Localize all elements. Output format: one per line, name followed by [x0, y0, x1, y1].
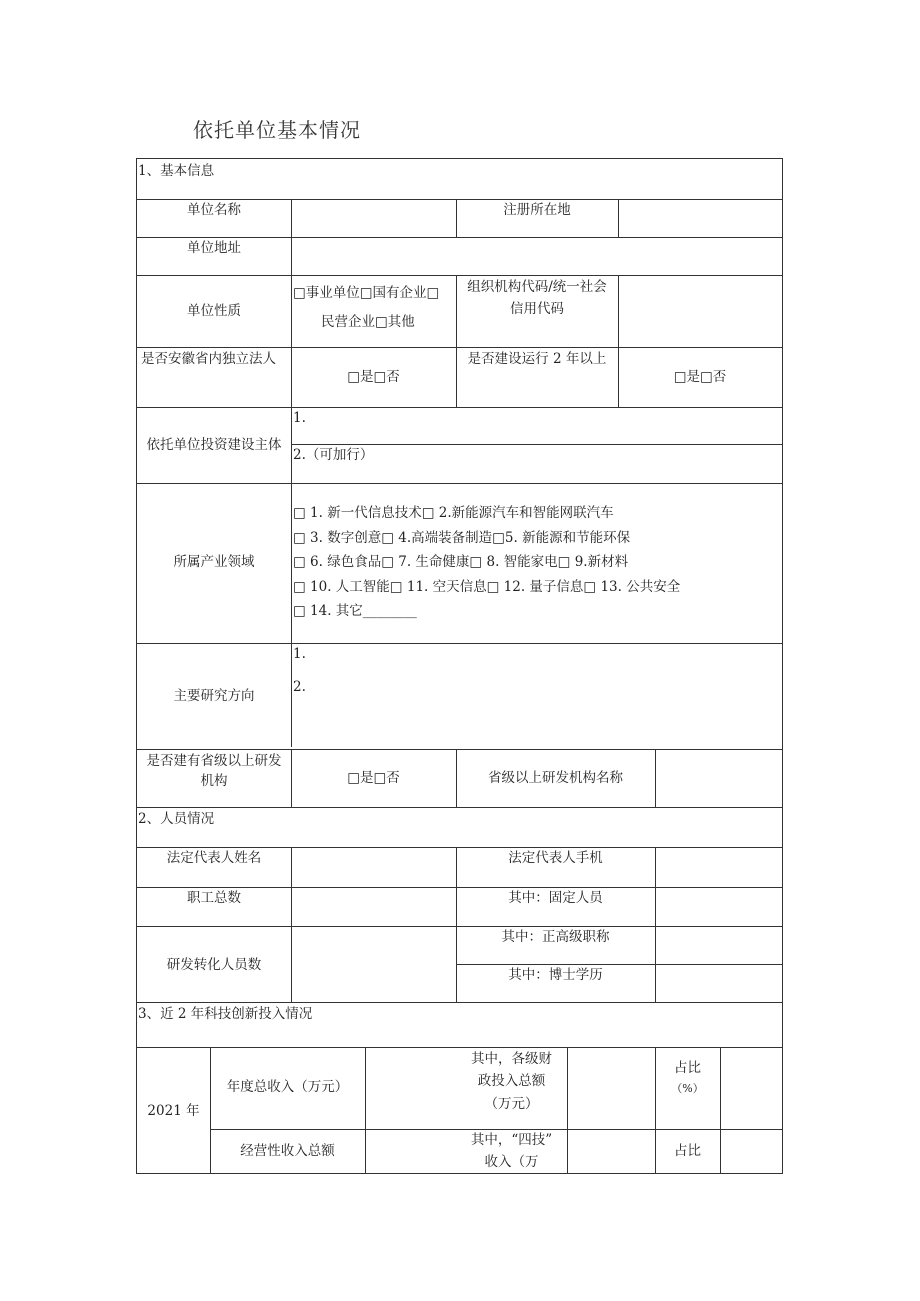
col-divider [720, 1047, 721, 1173]
col-divider [291, 199, 292, 747]
legal-rep-name-label: 法定代表人姓名 [166, 850, 262, 866]
four-tech-label: 其中，“四技” [470, 1132, 553, 1148]
fixed-staff-label: 其中：固定人员 [508, 890, 603, 906]
staff-total-label: 职工总数 [187, 890, 241, 906]
independent-legal-options[interactable]: □是□否 [347, 369, 400, 385]
row-divider [137, 275, 782, 276]
rd-org-name-label: 省级以上研发机构名称 [488, 770, 623, 786]
rd-org-options[interactable]: □是□否 [347, 770, 400, 786]
section1-heading: 1、基本信息 [138, 163, 215, 179]
operating-2y-options[interactable]: □是□否 [673, 369, 727, 385]
rd-staff-label: 研发转化人员数 [166, 957, 262, 973]
industry-option[interactable]: □ 3. 数字创意□ 4.高端装备制造□5. 新能源和节能环保 [293, 529, 631, 546]
rd-org-label: 是否建有省级以上研发 [146, 753, 282, 769]
col-divider [567, 1047, 568, 1173]
fiscal-label: 其中，各级财 [471, 1051, 552, 1067]
industry-label: 所属产业领域 [173, 554, 255, 570]
row-divider [137, 483, 782, 484]
row-divider [137, 807, 782, 808]
row-divider [137, 749, 782, 750]
row-divider [137, 1002, 782, 1003]
year-label: 2021 年 [147, 1103, 200, 1119]
col-divider [655, 847, 656, 1002]
col-divider [618, 275, 619, 407]
operating-2y-label: 是否建设运行 2 年以上 [467, 351, 607, 367]
unit-name-label: 单位名称 [187, 202, 241, 218]
row-divider [137, 347, 782, 348]
section3-heading: 3、近 2 年科技创新投入情况 [138, 1006, 313, 1022]
industry-option[interactable]: □ 10. 人工智能□ 11. 空天信息□ 12. 量子信息□ 13. 公共安全 [293, 578, 681, 595]
phd-label: 其中：博士学历 [508, 967, 603, 983]
section2-heading: 2、人员情况 [138, 811, 215, 827]
rd-org-label-2: 机构 [200, 773, 228, 789]
independent-legal-label: 是否安徽省内独立法人 [141, 351, 276, 367]
unit-nature-options[interactable]: □事业单位□国有企业□ [293, 285, 440, 301]
research-line-2[interactable]: 2. [293, 679, 306, 695]
row-divider [137, 1047, 782, 1048]
org-code-label-2: 信用代码 [510, 301, 564, 317]
col-divider [365, 1047, 366, 1173]
industry-option[interactable]: □ 14. 其它________ [293, 603, 417, 619]
row-divider [137, 643, 782, 644]
unit-nature-options-2[interactable]: 民营企业□其他 [321, 314, 415, 330]
info-form-table [136, 158, 783, 1174]
page-title: 依托单位基本情况 [193, 118, 361, 142]
investor-line-2[interactable]: 2.（可加行） [293, 447, 374, 463]
senior-title-label: 其中：正高级职称 [501, 929, 610, 945]
industry-option[interactable]: □ 1. 新一代信息技术□ 2.新能源汽车和智能网联汽车 [293, 505, 614, 521]
col-divider [291, 847, 292, 1002]
annual-income-label: 年度总收入（万元） [226, 1079, 349, 1095]
industry-option[interactable]: □ 6. 绿色食品□ 7. 生命健康□ 8. 智能家电□ 9.新材料 [293, 554, 629, 570]
ratio2-label: 占比 [674, 1143, 701, 1159]
fiscal-label-3: （万元） [484, 1096, 539, 1112]
ratio-label: 占比 [674, 1060, 701, 1076]
org-code-label: 组织机构代码/统一社会 [467, 279, 607, 295]
fiscal-label-2: 政投入总额 [477, 1073, 546, 1089]
col-divider [655, 749, 656, 807]
unit-address-label: 单位地址 [187, 240, 241, 256]
row-divider [137, 407, 782, 408]
research-line-1[interactable]: 1. [293, 646, 306, 662]
col-divider [618, 199, 619, 237]
legal-rep-phone-label: 法定代表人手机 [508, 850, 603, 866]
four-tech-label-2: 收入（万 [484, 1154, 539, 1170]
unit-nature-label: 单位性质 [187, 303, 241, 319]
industry-option-list [293, 501, 680, 624]
investor-label: 依托单位投资建设主体 [146, 437, 282, 453]
research-label: 主要研究方向 [173, 688, 255, 704]
investor-line-1[interactable]: 1. [293, 410, 306, 426]
ratio-label-2: （%） [671, 1082, 704, 1095]
operating-income-label: 经营性收入总额 [240, 1143, 335, 1159]
reg-location-label: 注册所在地 [503, 202, 571, 218]
